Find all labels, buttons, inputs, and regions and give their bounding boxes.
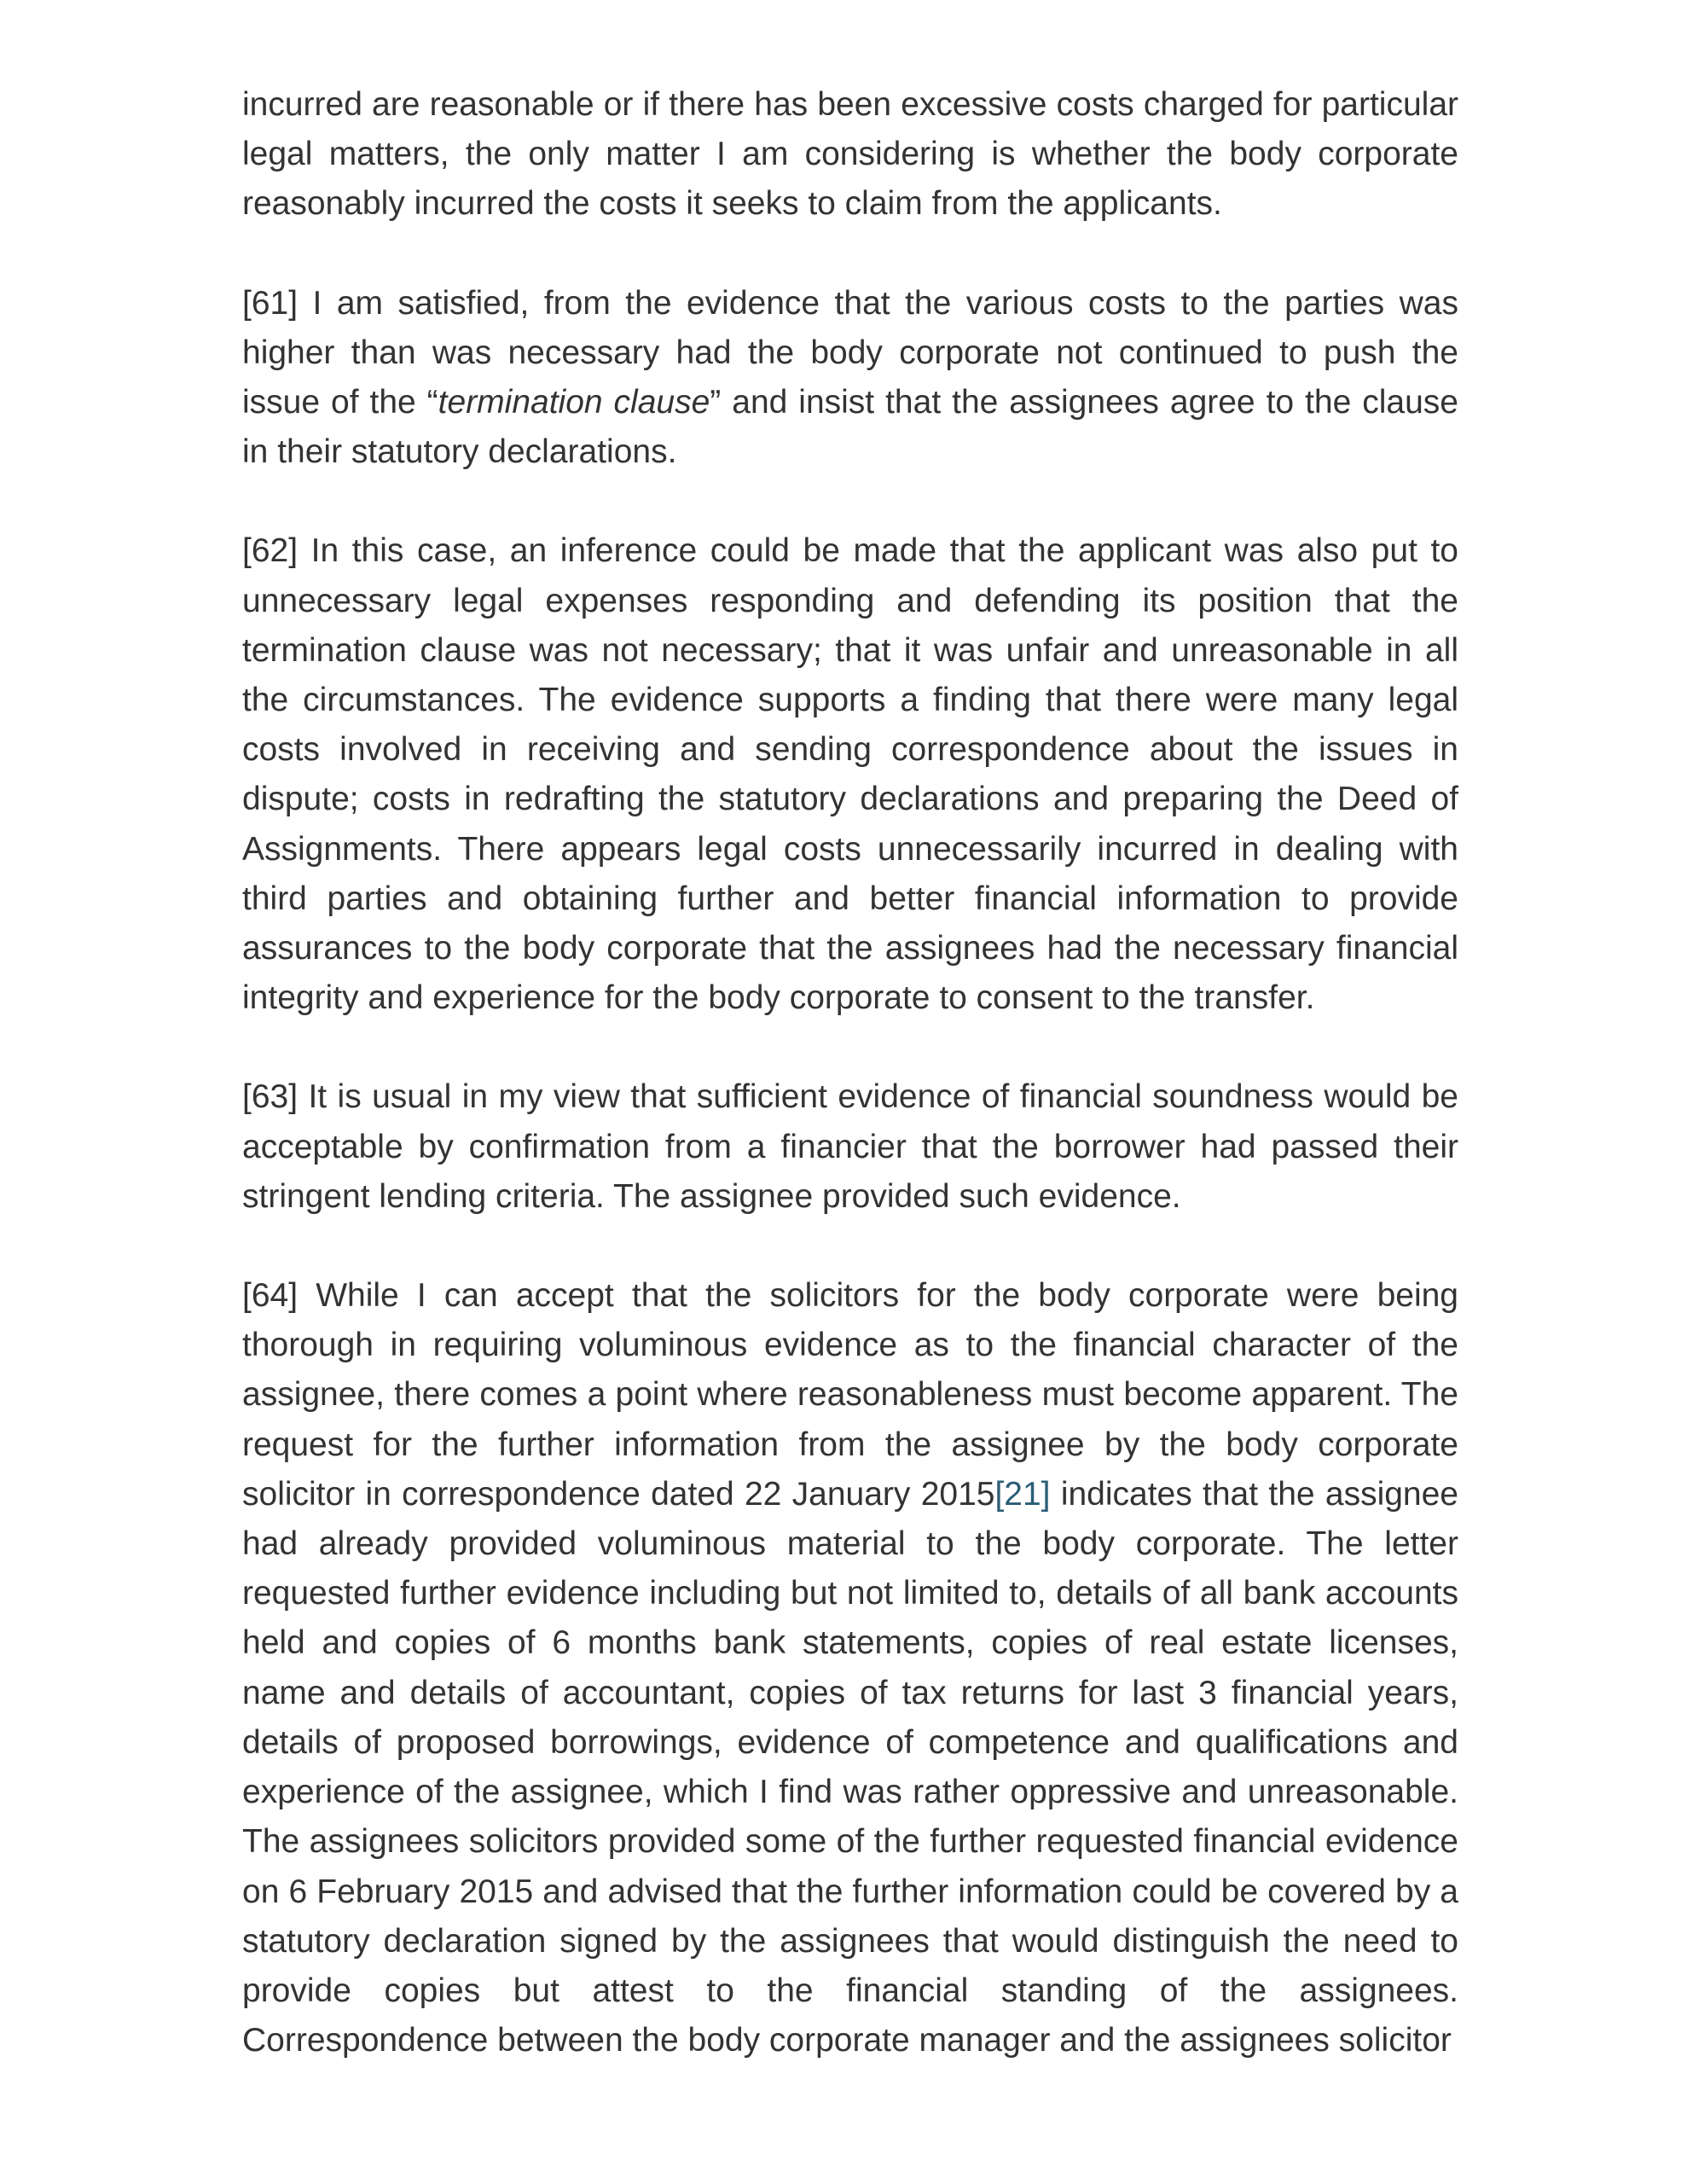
paragraph-62: [62] In this case, an inference could be made that the applicant was also put to unnecessary legal expenses responding and defending its position that the termination clause was not necessary; that it was unfair and unreasonable in all the circumstances. The evidence supports a finding that there were many legal costs involved in receiving and sending correspondence about the issues in dispute; costs in redrafting the statutory declarations and preparing the Deed of Assignments. There appears legal costs unnecessarily incurred in dealing with third parties and obtaining further and better financial information to provide assurances to the body corporate that the assignees had the necessary financial integrity and experience for the body corporate to consent to the transfer. (242, 532, 1458, 1017)
paragraph-64-text-before: [64] While I can accept that the solicitors for the body corporate were being thorough in requiring voluminous evidence as to the financial character of the assignee, there comes a point where reasonableness must become apparent. The request for the further information from the assignee by the body corporate solicitor in correspondence dated 22 January 2015 (242, 1277, 1458, 1513)
paragraph-64 (242, 1271, 1458, 2065)
paragraph-63: [63] It is usual in my view that sufficient evidence of financial soundness would be acceptable by confirmation from a financier that the borrower had passed their stringent lending criteria. The assignee provided such evidence. (242, 1078, 1458, 1215)
paragraph-61-text-before: [61] I am satisfied, from the evidence that the various costs to the parties was higher than was necessary had the body corporate not continued to push the issue of the “ (242, 284, 1458, 421)
paragraph-61-text-after: ” and insist that the assignees agree to the clause in their statutory declarations. (242, 384, 1458, 471)
paragraph-61-italic-term: termination clause (438, 384, 710, 421)
paragraph-64-text-after: indicates that the assignee had already provided voluminous material to the body corporate. The letter requested further evidence including but not limited to, details of all bank accounts held and copies of 6 months bank statements, copies of real estate licenses, name and details of accountant, copies of tax returns for last 3 financial years, details of proposed borrowings, evidence of competence and qualifications and experience of the assignee, which I find was rather oppressive and unreasonable. The assignees solicitors provided some of the further requested financial evidence on 6 February 2015 and advised that the further information could be covered by a statutory declaration signed by the assignees that would distinguish the need to provide copies but attest to the financial standing of the assignees. Correspondence between the body corporate manager and the assignees solicitor (242, 1475, 1458, 2059)
paragraph-60-continued: incurred are reasonable or if there has been excessive costs charged for particular legal matters, the only matter I am considering is whether the body corporate reasonably incurred the costs it seeks to claim from the applicants. (242, 86, 1458, 223)
document-body (242, 80, 1458, 2065)
footnote-link-21[interactable]: [21] (994, 1475, 1051, 1513)
paragraph-61 (242, 279, 1458, 478)
